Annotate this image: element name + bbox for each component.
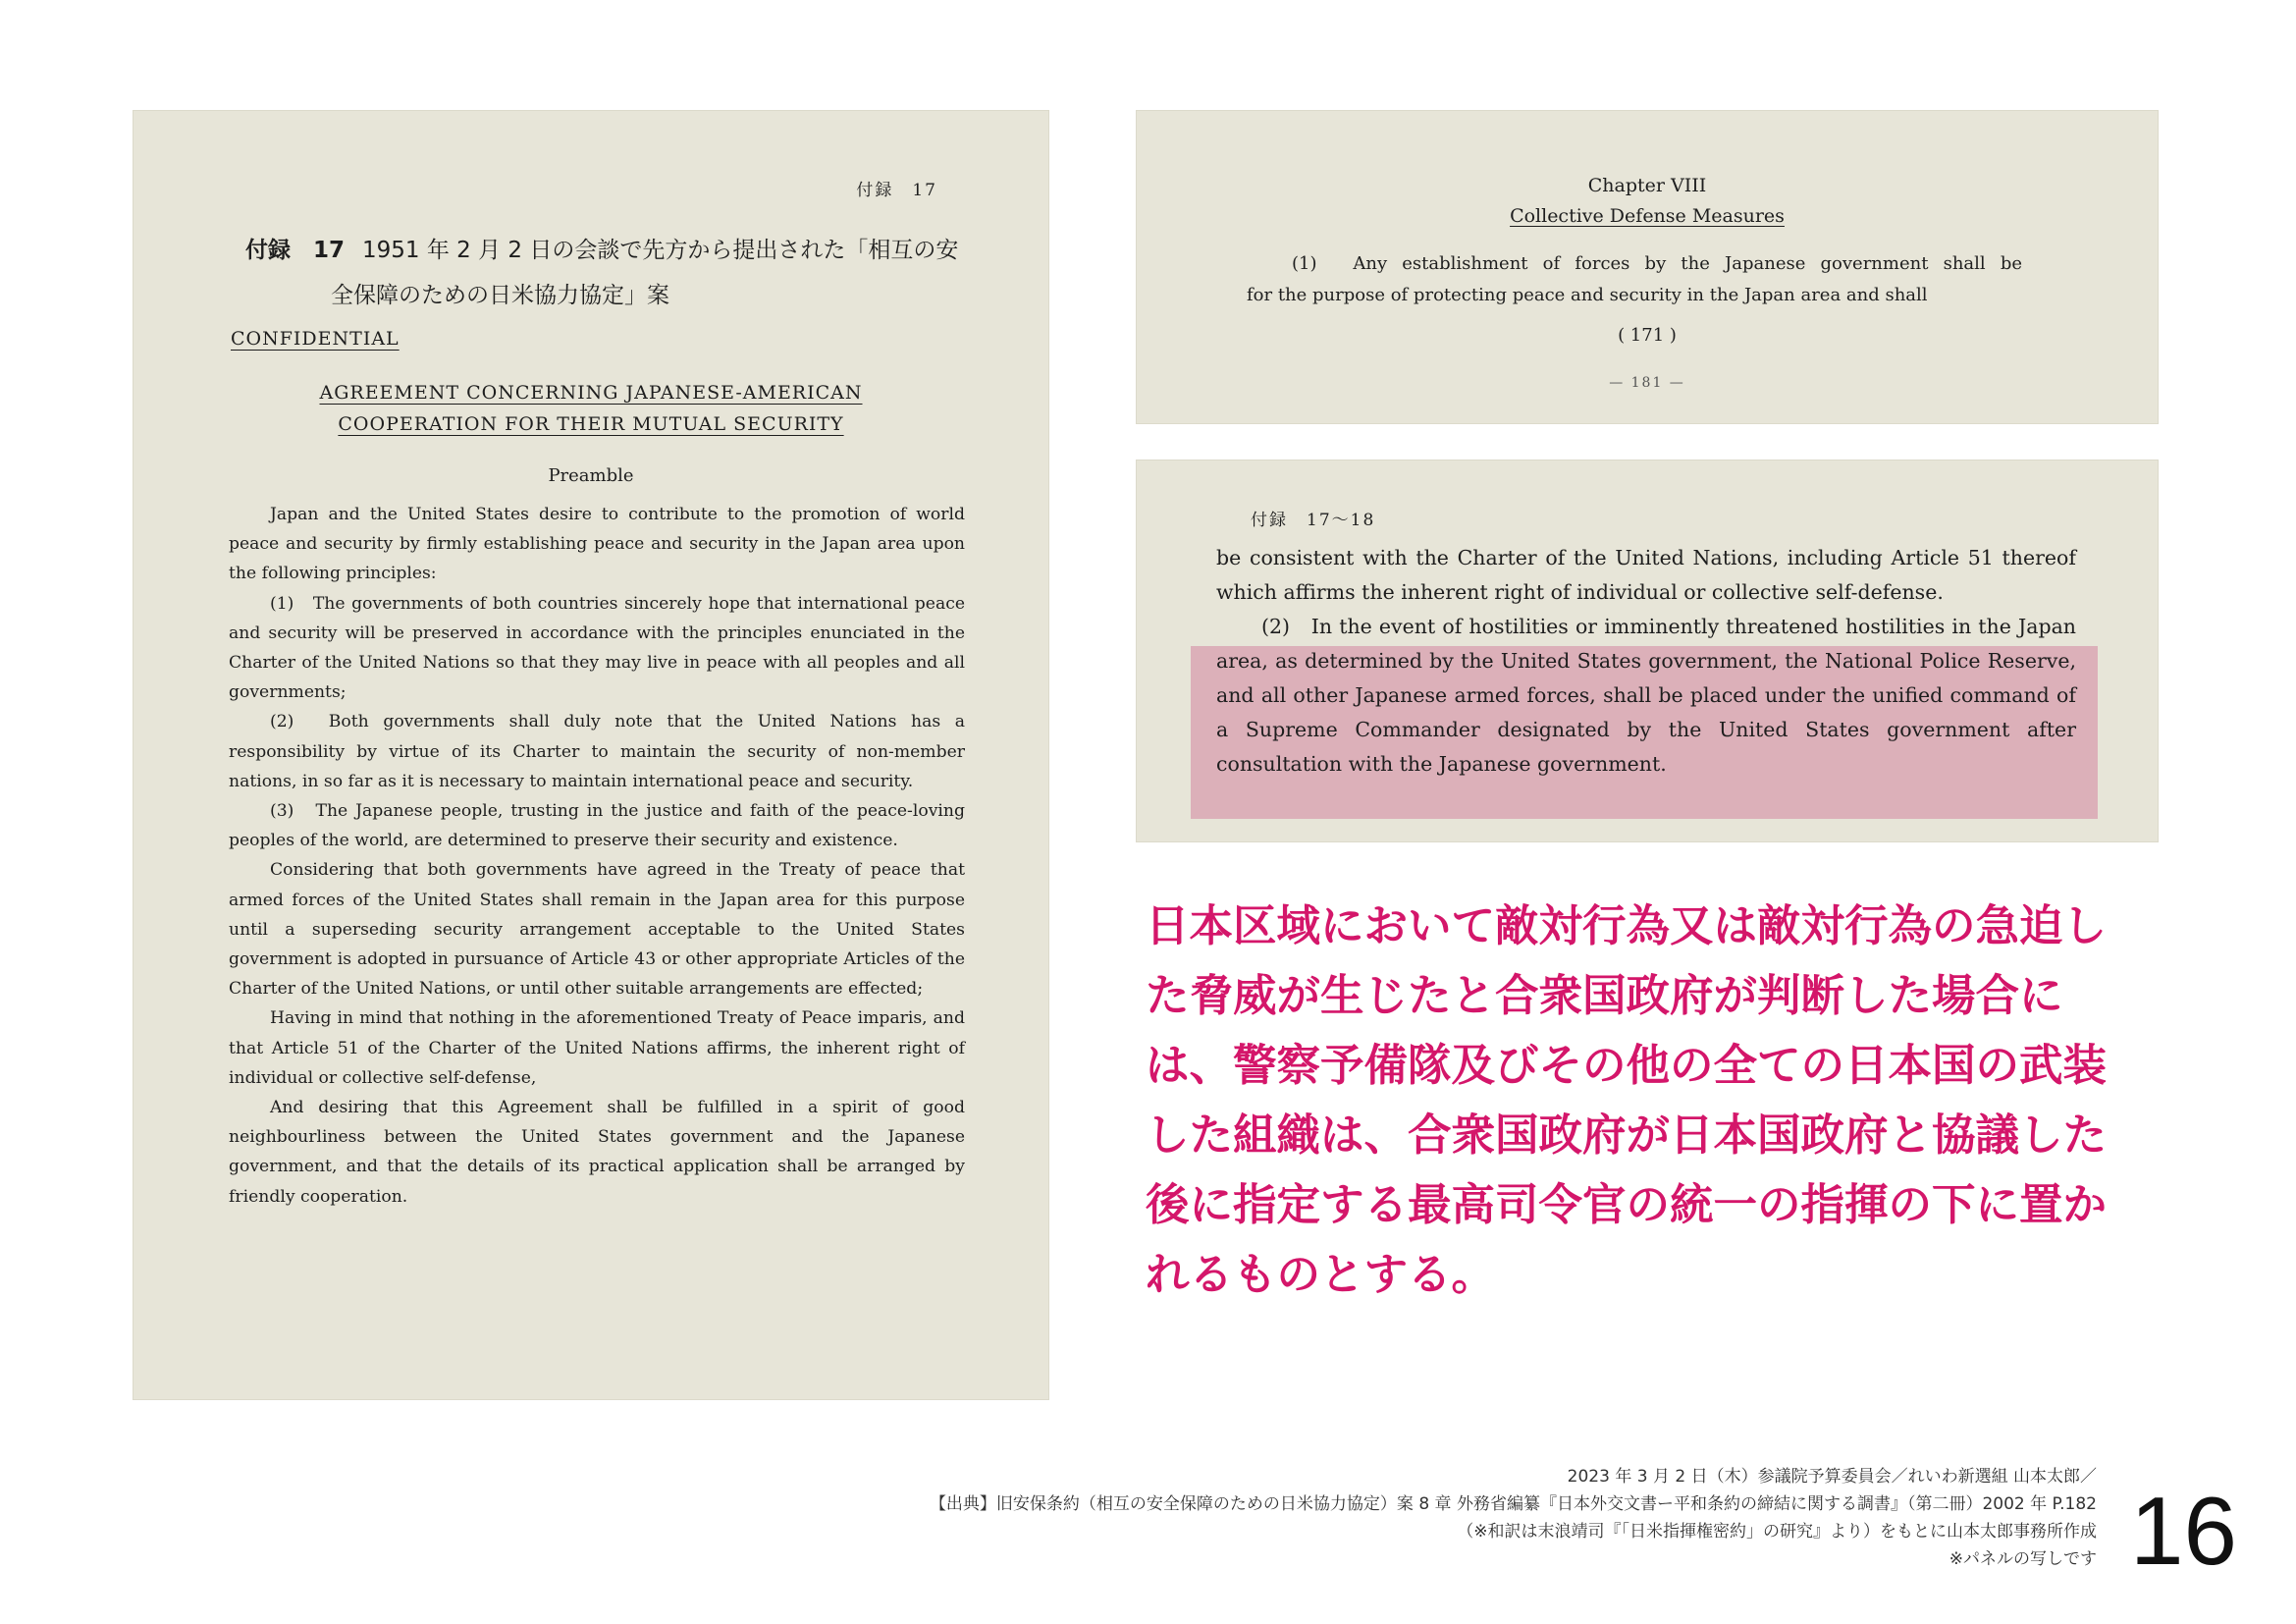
- page-reference: 付録 17: [856, 181, 937, 200]
- preamble-paragraph: Considering that both governments have agreed in the Treaty of peace that armed forces of the United States shall remain in the Japan area for this purpose until a superseding security arrangement acceptable to the United States government is adopted in pursuance of Article 43 or other appropriate Articles of the Charter of the United Nations, or until other suitable arrangements are effected;: [229, 860, 965, 1000]
- continued-paragraph: be consistent with the Charter of the United Nations, including Article 51 thereof which affirms the inherent right of individual or collective self-defense.: [1216, 546, 2076, 604]
- preamble-paragraph: Japan and the United States desire to contribute to the promotion of world peace and security by firmly establishing peace and security in the Japan area upon the following principles:: [229, 505, 965, 584]
- appendix-title: [245, 228, 958, 318]
- page-reference: 付録 17～18: [1251, 511, 1376, 530]
- caption-line: れるものとする。: [1146, 1250, 1496, 1300]
- caption-line: 日本区域において敵対行為又は敵対行為の急迫し: [1146, 901, 2108, 951]
- footer-event: 2023 年 3 月 2 日（木）参議院予算委員会／れいわ新選組 山本太郎／: [1567, 1467, 2097, 1487]
- translation-caption: [1146, 892, 2166, 1310]
- caption-line: 後に指定する最高司令官の統一の指揮の下に置か: [1146, 1180, 2108, 1230]
- footer-source: 【出典】旧安保条約（相互の安全保障のための日米協力協定）案 8 章 外務省編纂『日本外交文書ー平和条約の締結に関する調書』（第二冊）2002 年 P.182: [929, 1494, 2097, 1514]
- document-scan-right-bottom: [1136, 460, 2159, 842]
- highlighted-paragraph: (2) In the event of hostilities or imminently threatened hostilities in the Japan area, as determined by the United States government, the National Police Reserve, and all other Japanese armed forces, shall be placed under the unified command of a Supreme Commander designated by the United States government after consultation with the Japanese government.: [1216, 615, 2076, 776]
- page-number-book: — 181 —: [1609, 375, 1685, 391]
- chapter-heading: Chapter VIII: [1587, 175, 1707, 196]
- preamble-heading: Preamble: [548, 465, 634, 486]
- chapter-paragraph-line2: for the purpose of protecting peace and security in the Japan area and shall: [1247, 285, 1928, 305]
- panel-number: 16: [2129, 1477, 2237, 1585]
- footer-panel-note: ※パネルの写しです: [1949, 1549, 2097, 1569]
- document-scan-left: [133, 110, 1049, 1400]
- appendix-tag: 付録 17: [245, 238, 346, 263]
- confidential-label: CONFIDENTIAL: [231, 328, 400, 350]
- appendix-title-line2: 全保障のための日米協力協定」案: [331, 283, 669, 308]
- preamble-body: [229, 500, 965, 1212]
- preamble-paragraph: (2) Both governments shall duly note that the United Nations has a responsibility by virtue of its Charter to maintain the security of non-member nations, in so far as it is necessary to maintain international peace and security.: [229, 712, 965, 791]
- chapter-title: Collective Defense Measures: [1510, 205, 1785, 227]
- preamble-paragraph: Having in mind that nothing in the aforementioned Treaty of Peace imparis, and that Article 51 of the Charter of the United Nations affirms, the inherent right of individual or collective self-defense,: [229, 1008, 965, 1088]
- footer-translation-note: （※和訳は末浪靖司『「日米指揮権密約」の研究』より）をもとに山本太郎事務所作成: [1457, 1522, 2097, 1542]
- agreement-title: [133, 377, 1049, 440]
- source-footer: [624, 1463, 2097, 1573]
- caption-line: た脅威が生じたと合衆国政府が判断した場合に: [1146, 971, 2063, 1021]
- chapter-paragraph-line1: (1) Any establishment of forces by the Japanese government shall be: [1292, 253, 2022, 274]
- caption-line: した組織は、合衆国政府が日本国政府と協議した: [1146, 1110, 2108, 1161]
- caption-line: は、警察予備隊及びその他の全ての日本国の武装: [1146, 1041, 2108, 1091]
- document-scan-right-top: [1136, 110, 2159, 424]
- preamble-paragraph: (3) The Japanese people, trusting in the justice and faith of the peace-loving peoples of the world, are determined to preserve their security and existence.: [229, 801, 965, 851]
- preamble-paragraph: (1) The governments of both countries sincerely hope that international peace and security will be preserved in accordance with the principles enunciated in the Charter of the United Nations so that they may live in peace with all peoples and all governments;: [229, 593, 965, 703]
- appendix-title-line1: 1951 年 2 月 2 日の会談で先方から提出された「相互の安: [362, 238, 959, 263]
- page-number-original: ( 171 ): [1618, 325, 1677, 346]
- continued-text: [1216, 541, 2076, 782]
- chapter-paragraph: [1247, 248, 2022, 311]
- preamble-paragraph: And desiring that this Agreement shall be fulfilled in a spirit of good neighbourliness between the United States government and the Japanese government, and that the details of its practical application shall be arranged by friendly cooperation.: [229, 1098, 965, 1207]
- agreement-title-line1: AGREEMENT CONCERNING JAPANESE-AMERICAN: [319, 382, 863, 404]
- agreement-title-line2: COOPERATION FOR THEIR MUTUAL SECURITY: [338, 413, 844, 435]
